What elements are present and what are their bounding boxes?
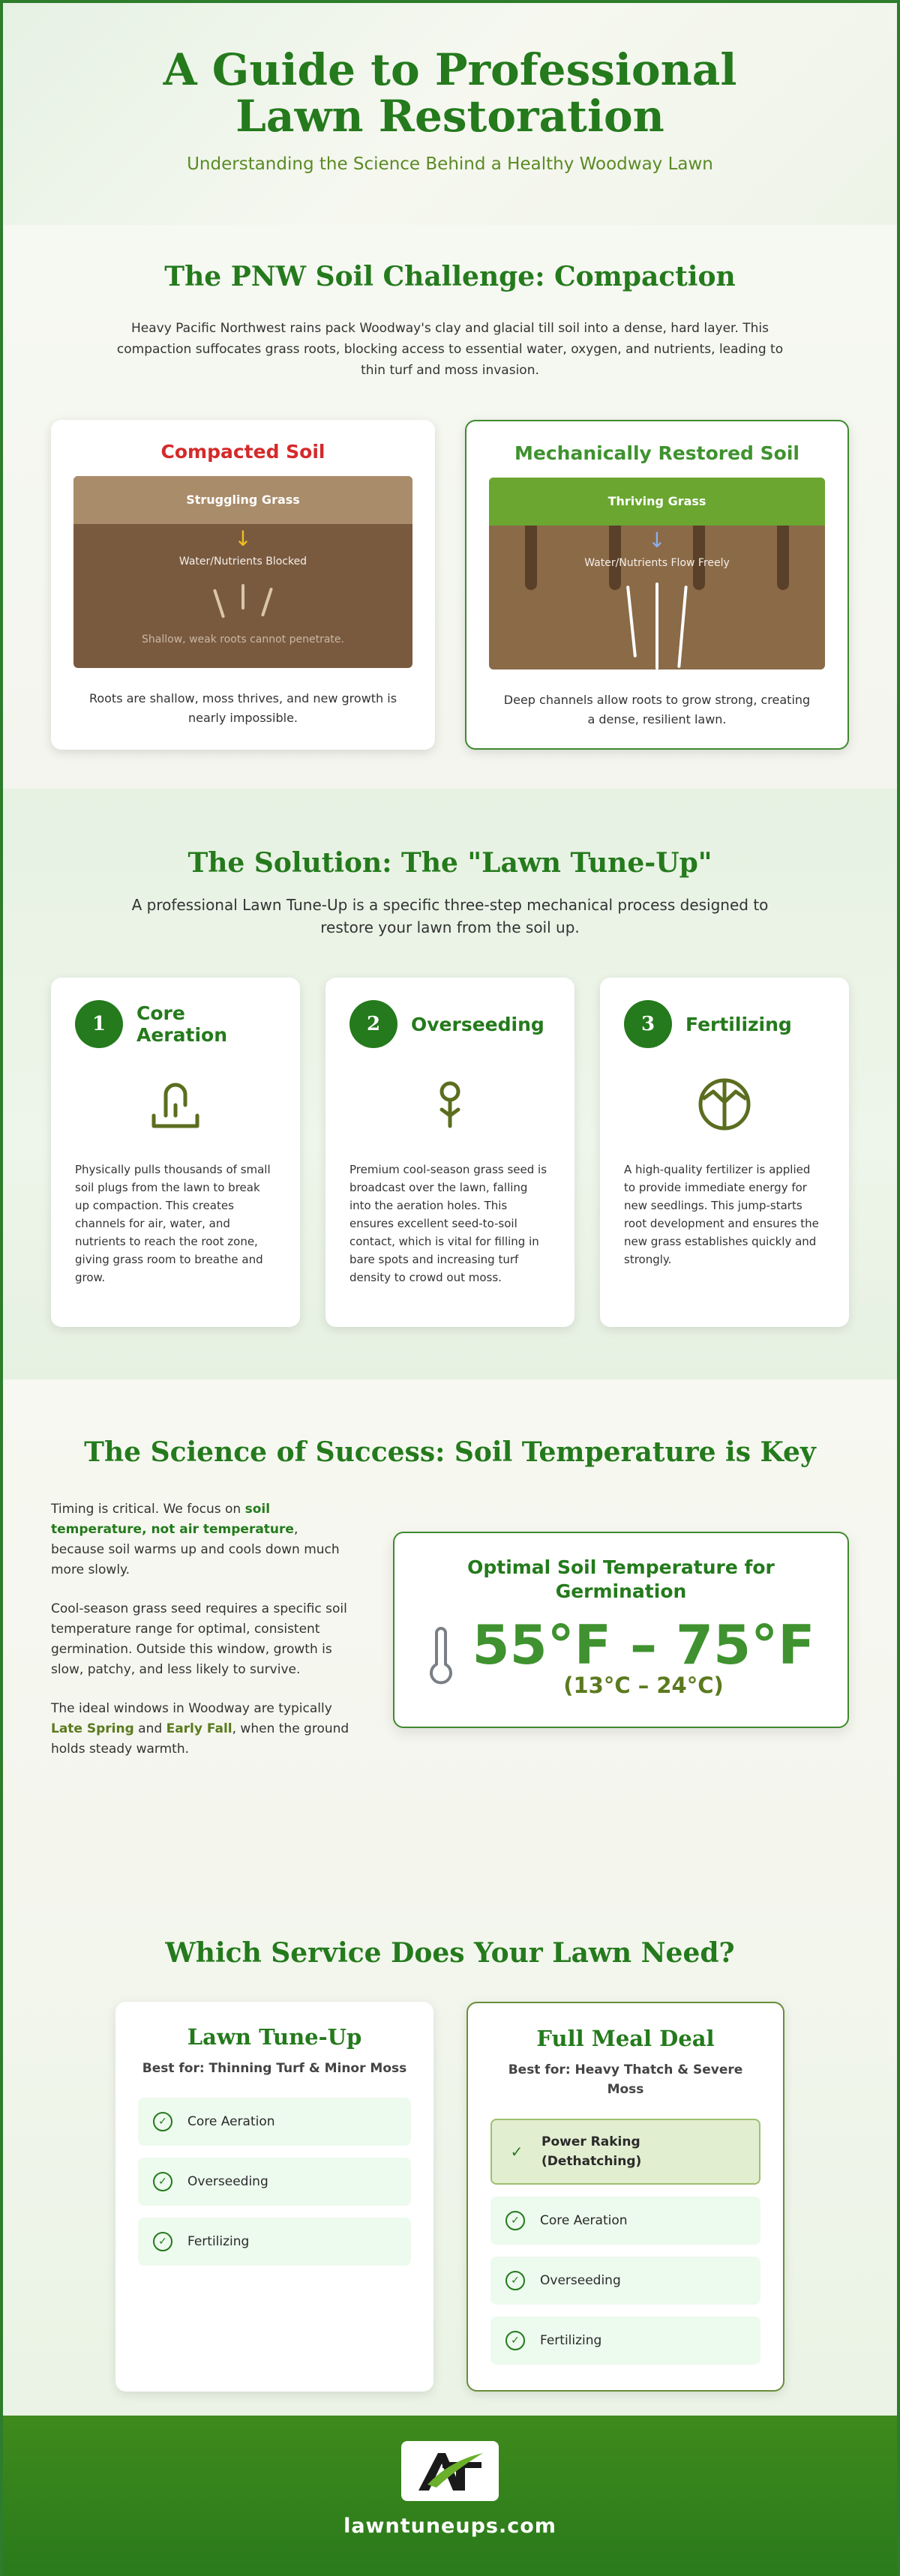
step-title: Fertilizing [686,1013,792,1035]
thriving-grass-label: Thriving Grass [489,478,825,526]
science-paragraph: The ideal windows in Woodway are typically Late Spring and Early Fall, when the ground holds steady warmth. [51,1701,350,1757]
fertilizer-icon [624,1048,825,1161]
shallow-root-icon [261,587,273,616]
restored-soil-card [465,420,849,750]
check-circle-icon: ✓ [153,2172,172,2191]
hero-header [3,3,897,225]
science-section [3,1379,897,1880]
service-name: Full Meal Deal [536,2026,715,2051]
compacted-soil-card [51,420,435,750]
step-card-fertilizing [600,978,849,1327]
shallow-root-icon [213,589,225,618]
down-arrow-icon: ↓ [234,526,252,551]
step-description: A high-quality fertilizer is applied to provide immediate energy for new seedlings. This jump-starts root development and ensures the new grass establishes quickly and strongly. [624,1163,819,1266]
highlight-soil-temperature: soil temperature, not air temperature [51,1502,294,1537]
deep-root-icon [677,586,688,668]
solution-section [3,789,897,1379]
solution-section-intro: A professional Lawn Tune-Up is a specific three-step mechanical process designed to restore your lawn from the soil up. [131,896,769,936]
list-item: ✓ Overseeding [138,2158,411,2206]
aeration-plug-icon [75,1048,276,1161]
free-flow-label: Water/Nutrients Flow Freely [584,557,730,569]
services-section-title: Which Service Does Your Lawn Need? [165,1937,735,1969]
website-link[interactable]: lawntuneups.com [344,2515,556,2538]
restored-soil-title: Mechanically Restored Soil [514,442,800,464]
blocked-flow-label: Water/Nutrients Blocked [178,556,308,568]
page-subtitle: Understanding the Science Behind a Healthy Woodway Lawn [187,154,713,174]
logo-icon [412,2447,488,2495]
step-description: Premium cool-season grass seed is broadcast over the lawn, falling into the aeration holes. This ensures excellent seed-to-soil contact, which is vital for filling in bare spots and increasing turf density to crowd out moss. [350,1163,548,1284]
deep-root-icon [626,586,637,657]
science-text-column [51,1499,351,1778]
soil-temperature-card [393,1532,849,1728]
compacted-soil-title: Compacted Soil [160,441,326,463]
service-card-full-meal-deal [466,2002,784,2392]
service-card-lawn-tune-up [116,2002,434,2392]
step-title: Overseeding [411,1013,544,1035]
step-card-core-aeration [51,978,300,1327]
temperature-celsius: (13°C – 24°C) [563,1673,724,1698]
step-number: 3 [624,1000,672,1048]
step-number: 1 [75,1000,123,1048]
check-circle-icon: ✓ [506,2211,525,2230]
deep-root-icon [656,583,658,669]
list-item: ✓ Core Aeration [138,2098,411,2146]
step-number: 2 [350,1000,398,1048]
soil-section-intro: Heavy Pacific Northwest rains pack Woodway's clay and glacial till soil into a dense, hard layer. This compaction suffocates grass roots, blocking access to essential water, oxygen, and nutrients, leading to thin turf and moss invasion. [116,321,784,378]
check-circle-icon: ✓ [153,2232,172,2251]
page-title: A Guide to Professional Lawn Restoration [163,44,737,142]
step-description: Physically pulls thousands of small soil plugs from the lawn to break up compaction. This creates channels for air, water, and nutrients to reach the root zone, giving grass room to breathe and grow. [75,1163,271,1284]
service-name: Lawn Tune-Up [187,2024,362,2050]
restored-soil-diagram [489,478,825,669]
shallow-roots-note: Shallow, weak roots cannot penetrate. [142,634,344,645]
soil-comparison [51,420,849,750]
list-item: ✓ Fertilizing [490,2317,760,2365]
science-paragraph: Timing is critical. We focus on soil temperature, not air temperature, because soil warms up and cools down much more slowly. [51,1502,340,1577]
down-arrow-icon: ↓ [648,528,666,553]
step-card-overseeding [326,978,574,1327]
solution-section-title: The Solution: The "Lawn Tune-Up" [188,847,712,879]
science-paragraph: Cool-season grass seed requires a specific soil temperature range for optimal, consistent germination. Outside this window, growth is slow, patchy, and less likely to survive. [51,1601,347,1677]
seedling-icon [350,1048,550,1161]
compacted-soil-caption: Roots are shallow, moss thrives, and new growth is nearly impossible. [88,691,398,725]
temperature-fahrenheit: 55°F – 75°F [472,1613,815,1676]
page-footer [3,2416,897,2576]
science-section-title: The Science of Success: Soil Temperature is Key [84,1436,816,1468]
list-item: ✓ Core Aeration [490,2197,760,2245]
services-section [3,1880,897,2416]
soil-challenge-section [3,225,897,789]
shallow-root-icon [242,584,244,610]
struggling-grass-label: Struggling Grass [74,476,412,524]
company-logo[interactable] [401,2441,499,2501]
compacted-soil-diagram [74,476,412,668]
highlight-late-spring: Late Spring [51,1721,134,1736]
temperature-card-title: Optimal Soil Temperature for Germination [467,1556,775,1602]
list-item-power-raking: ✓ Power Raking (Dethatching) [490,2119,760,2185]
highlight-early-fall: Early Fall [166,1721,232,1736]
service-best-for: Best for: Heavy Thatch & Severe Moss [508,2062,743,2097]
tune-up-steps [51,978,849,1327]
list-item: ✓ Overseeding [490,2257,760,2305]
step-title: Core Aeration [136,1002,227,1046]
list-item: ✓ Fertilizing [138,2218,411,2266]
check-circle-icon: ✓ [506,2331,525,2350]
service-best-for: Best for: Thinning Turf & Minor Moss [142,2061,407,2076]
check-circle-icon: ✓ [153,2112,172,2131]
check-icon: ✓ [510,2143,524,2161]
restored-soil-caption: Deep channels allow roots to grow strong, creating a dense, resilient lawn. [503,693,811,726]
thermometer-icon [428,1627,454,1688]
soil-section-title: The PNW Soil Challenge: Compaction [164,261,736,292]
check-circle-icon: ✓ [506,2271,525,2290]
